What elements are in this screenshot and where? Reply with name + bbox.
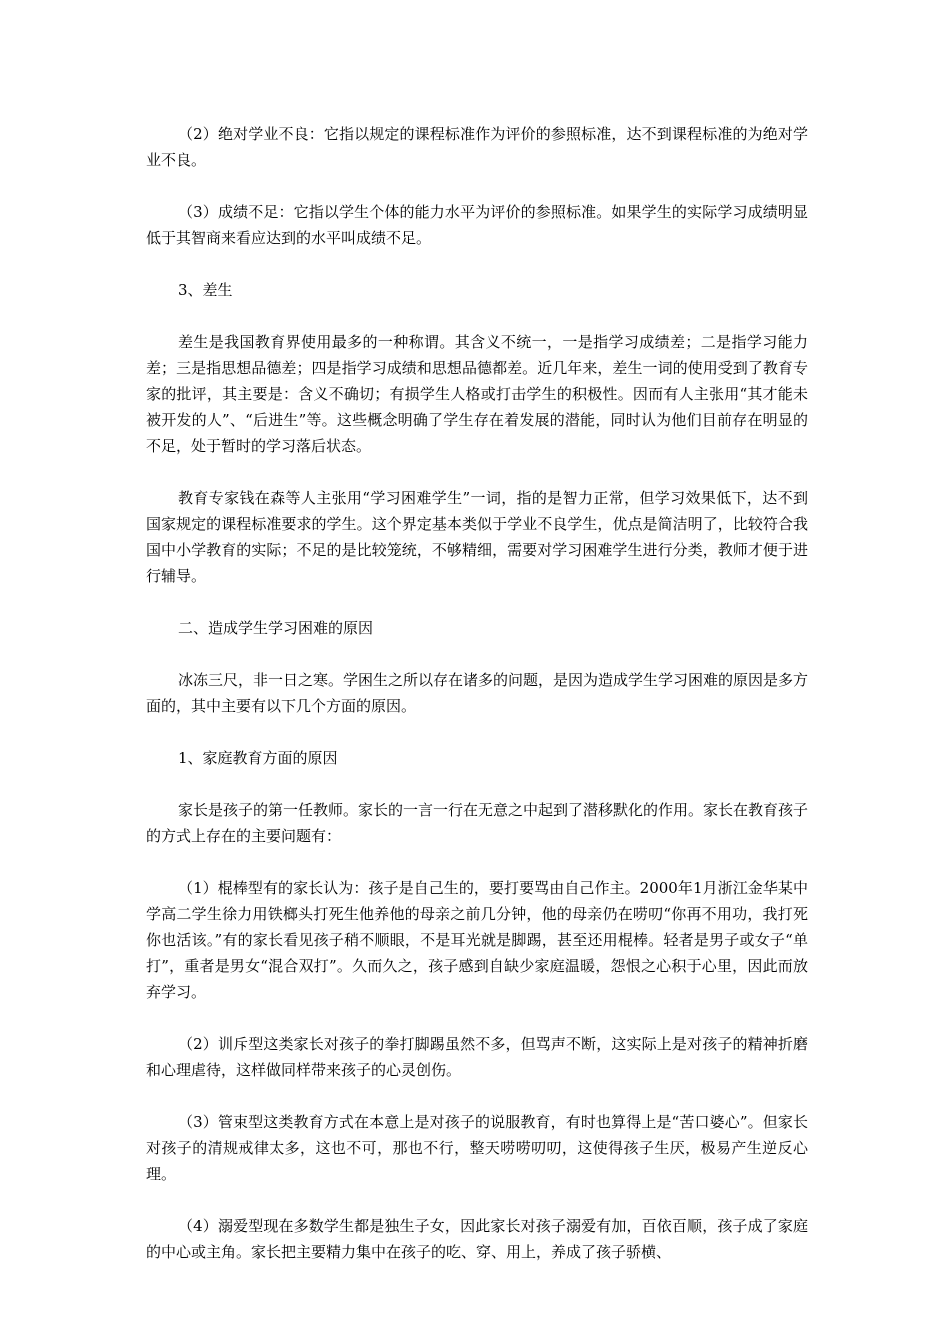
paragraph-restraint-type: （3）管束型这类教育方式在本意上是对孩子的说服教育，有时也算得上是“苦口婆心”。但家长对孩子的清规戒律太多，这也不可，那也不行，整天唠唠叨叨，这使得孩子生厌，极易产生逆反心理。 [146, 1113, 808, 1183]
section-heading-causes: 二、造成学生学习困难的原因 [178, 619, 374, 637]
paragraph-scolding-type: （2）训斥型这类家长对孩子的拳打脚踢虽然不多，但骂声不断，这实际上是对孩子的精神折磨和心理虐待，这样做同样带来孩子的心灵创伤。 [146, 1035, 808, 1079]
paragraph-parents-first-teacher: 家长是孩子的第一任教师。家长的一言一行在无意之中起到了潜移默化的作用。家长在教育孩子的方式上存在的主要问题有： [146, 801, 809, 845]
paragraph-learning-difficulty-students: 教育专家钱在森等人主张用“学习困难学生”一词，指的是智力正常，但学习效果低下，达不到国家规定的课程标准要求的学生。这个界定基本类似于学业不良学生，优点是简洁明了，比较符合我国中小学教育的实际；不足的是比较笼统，不够精细，需要对学习困难学生进行分类，教师才便于进行辅导。 [146, 489, 808, 585]
paragraph-absolute-underachievement: （2）绝对学业不良：它指以规定的课程标准作为评价的参照标准，达不到课程标准的为绝对学业不良。 [146, 125, 808, 169]
section-heading-poor-students: 3、差生 [178, 281, 233, 299]
paragraph-causes-intro: 冰冻三尺，非一日之寒。学困生之所以存在诸多的问题，是因为造成学生学习困难的原因是多方面的，其中主要有以下几个方面的原因。 [146, 671, 809, 715]
paragraph-doting-type: （4）溺爱型现在多数学生都是独生子女，因此家长对孩子溺爱有加，百依百顺，孩子成了家庭的中心或主角。家长把主要精力集中在孩子的吃、穿、用上，养成了孩子骄横、 [146, 1217, 808, 1261]
paragraph-poor-students-definition: 差生是我国教育界使用最多的一种称谓。其含义不统一，一是指学习成绩差；二是指学习能力差；三是指思想品德差；四是指学习成绩和思想品德都差。近几年来，差生一词的使用受到了教育专家的批评，其主要是：含义不确切；有损学生人格或打击学生的积极性。因而有人主张用“其才能未被开发的人”、“后进生”等。这些概念明确了学生存在着发展的潜能，同时认为他们目前存在明显的不足，处于暂时的学习落后状态。 [146, 333, 808, 455]
section-heading-family-education: 1、家庭教育方面的原因 [178, 749, 338, 767]
paragraph-stick-type: （1）棍棒型有的家长认为：孩子是自己生的，要打要骂由自己作主。2000年1月浙江金华某中学高二学生徐力用铁榔头打死生他养他的母亲之前几分钟，他的母亲仍在唠叨“你再不用功，我打死你也活该。”有的家长看见孩子稍不顺眼，不是耳光就是脚踢，甚至还用棍棒。轻者是男子或女子“单打”，重者是男女“混合双打”。久而久之，孩子感到自缺少家庭温暖，怨恨之心积于心里，因此而放弃学习。 [146, 879, 808, 1001]
paragraph-insufficient-grades: （3）成绩不足：它指以学生个体的能力水平为评价的参照标准。如果学生的实际学习成绩明显低于其智商来看应达到的水平叫成绩不足。 [146, 203, 808, 247]
document-body [146, 121, 808, 1291]
